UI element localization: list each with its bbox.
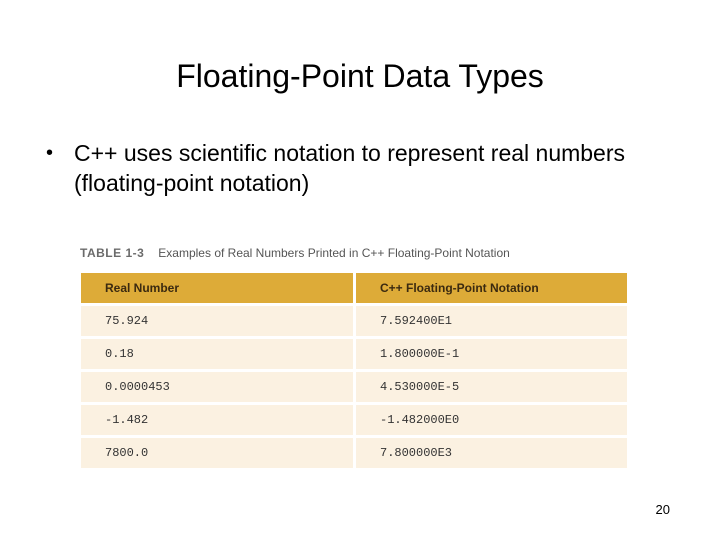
bullet-dot-icon: •	[46, 142, 54, 164]
cell-floating-point: 7.592400E1	[356, 306, 627, 336]
table-row	[81, 339, 627, 369]
table-row	[81, 306, 627, 336]
slide-title: Floating-Point Data Types	[176, 58, 544, 94]
table-row	[81, 405, 627, 435]
header-floating-point-notation: C++ Floating-Point Notation	[356, 273, 627, 303]
cell-real-number: 7800.0	[81, 438, 353, 468]
cell-floating-point: -1.482000E0	[356, 405, 627, 435]
table-caption-number: TABLE 1-3	[80, 246, 145, 260]
page-number: 20	[655, 502, 670, 517]
table-header-row	[81, 273, 627, 303]
cell-floating-point: 1.800000E-1	[356, 339, 627, 369]
table-row	[81, 372, 627, 402]
table-caption-text: Examples of Real Numbers Printed in C++ Floating-Point Notation	[158, 246, 510, 260]
cell-real-number: 0.0000453	[81, 372, 353, 402]
bullet-text: C++ uses scientific notation to represent real numbers (floating-point notation)	[74, 140, 626, 196]
cell-floating-point: 4.530000E-5	[356, 372, 627, 402]
table-row	[81, 438, 627, 468]
header-real-number: Real Number	[81, 273, 353, 303]
cell-floating-point: 7.800000E3	[356, 438, 627, 468]
table-caption	[80, 246, 510, 260]
floating-point-table	[78, 270, 630, 471]
cell-real-number: -1.482	[81, 405, 353, 435]
cell-real-number: 0.18	[81, 339, 353, 369]
cell-real-number: 75.924	[81, 306, 353, 336]
